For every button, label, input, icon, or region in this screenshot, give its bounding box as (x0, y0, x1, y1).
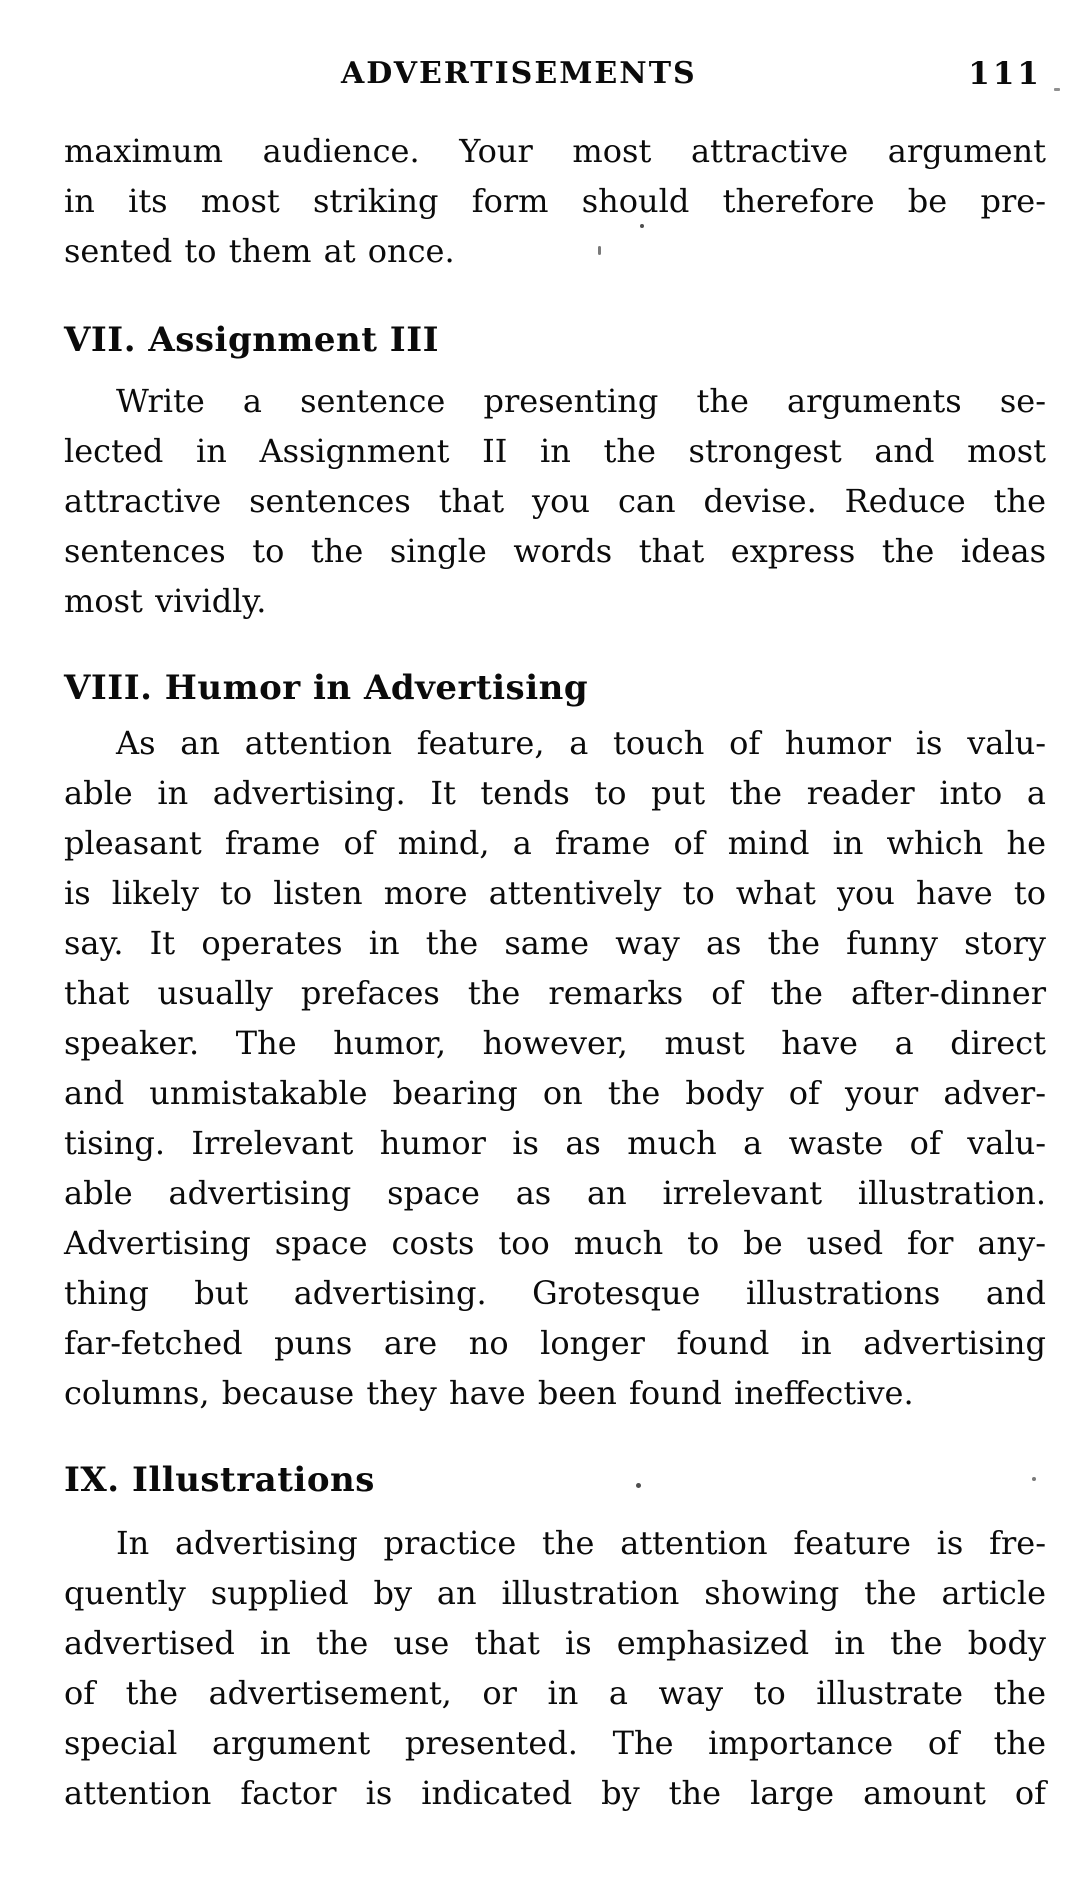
section-heading-viii: VIII. Humor in Advertising (64, 668, 589, 708)
text-line: thing but advertising. Grotesque illustrations and (64, 1274, 1046, 1312)
scan-speck (640, 224, 644, 228)
page-number: 111 (968, 56, 1042, 92)
paragraph-humor (64, 718, 1046, 1418)
text-line: columns, because they have been found ineffective. (64, 1374, 914, 1412)
text-line: and unmistakable bearing on the body of your adver- (64, 1074, 1046, 1112)
text-line: attention factor is indicated by the large amount of (64, 1774, 1046, 1812)
text-line: attractive sentences that you can devise. Reduce the (64, 482, 1046, 520)
scan-speck (636, 1483, 641, 1488)
section-heading-ix: IX. Illustrations (64, 1460, 375, 1500)
scan-speck (598, 246, 601, 255)
paragraph-assignment-iii (64, 376, 1046, 626)
text-line: tising. Irrelevant humor is as much a waste of valu- (64, 1124, 1046, 1162)
text-line: Write a sentence presenting the arguments se- (116, 382, 1046, 420)
text-line: able in advertising. It tends to put the reader into a (64, 774, 1046, 812)
text-line: special argument presented. The importance of the (64, 1724, 1046, 1762)
text-line: sentences to the single words that express the ideas (64, 532, 1046, 570)
text-line: is likely to listen more attentively to what you have to (64, 874, 1046, 912)
scan-speck (1054, 88, 1060, 91)
paragraph-illustrations (64, 1518, 1046, 1818)
text-line: pleasant frame of mind, a frame of mind in which he (64, 824, 1046, 862)
text-line: speaker. The humor, however, must have a direct (64, 1024, 1046, 1062)
text-line: able advertising space as an irrelevant illustration. (64, 1174, 1046, 1212)
section-heading-vii: VII. Assignment III (64, 320, 440, 360)
text-line: of the advertisement, or in a way to illustrate the (64, 1674, 1046, 1712)
text-line: As an attention feature, a touch of humor is valu- (116, 724, 1046, 762)
text-line: maximum audience. Your most attractive argument (64, 132, 1046, 170)
text-line: sented to them at once. (64, 232, 455, 270)
text-line: far-fetched puns are no longer found in advertising (64, 1324, 1046, 1362)
text-line: quently supplied by an illustration showing the article (64, 1574, 1046, 1612)
text-line: In advertising practice the attention feature is fre- (116, 1524, 1046, 1562)
text-line: most vividly. (64, 582, 267, 620)
paragraph-continuation (64, 126, 1046, 276)
scan-speck (1032, 1477, 1036, 1481)
text-line: Advertising space costs too much to be used for any- (64, 1224, 1046, 1262)
text-line: in its most striking form should therefore be pre- (64, 182, 1046, 220)
text-line: advertised in the use that is emphasized in the body (64, 1624, 1046, 1662)
text-line: that usually prefaces the remarks of the after-dinner (64, 974, 1046, 1012)
page-header-title: ADVERTISEMENTS (341, 56, 697, 91)
text-line: lected in Assignment II in the strongest and most (64, 432, 1046, 470)
text-line: say. It operates in the same way as the funny story (64, 924, 1046, 962)
